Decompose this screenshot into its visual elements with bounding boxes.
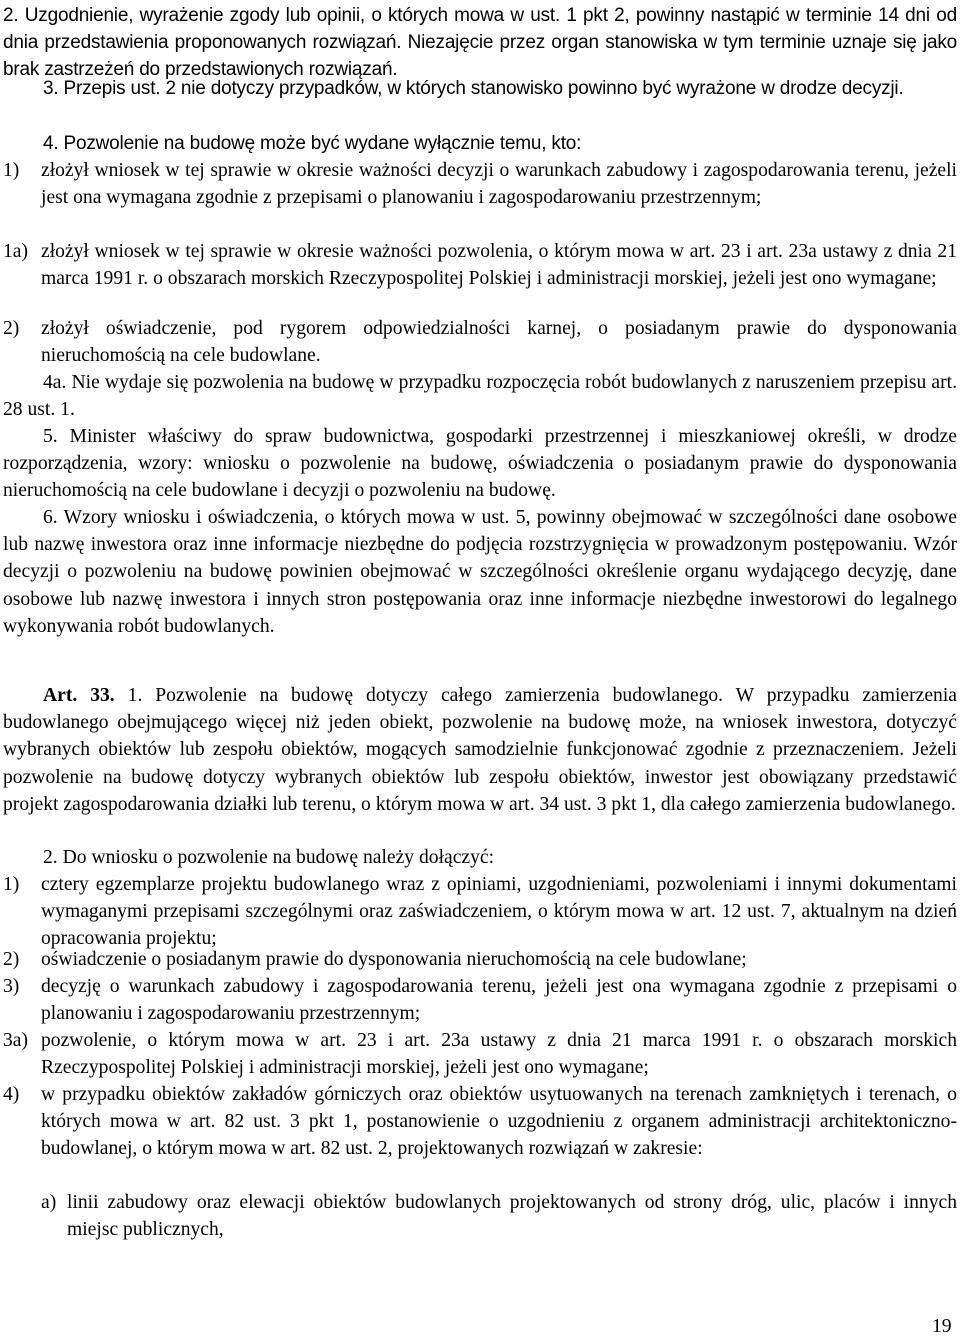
paragraph-4-intro [3, 130, 957, 157]
list-item-33-1 [3, 871, 957, 953]
list-item-number: 1) [3, 160, 20, 181]
paragraph-4a: 4a. Nie wydaje się pozwolenia na budowę w przypadku rozpoczęcia robót budowlanych z naruszeniem przepisu art. 28 ust. 1. [3, 372, 957, 421]
article-33-paragraph-1-text: 1. Pozwolenie na budowę dotyczy całego zamierzenia budowlanego. W przypadku zamierzenia budowlanego obejmującego więcej niż jeden obiekt, pozwolenie na budowę może, na wniosek inwestora, dotyczyć wybranych obiektów lub zespołu obiektów, mogących samodzielnie funkcjonować zgodnie z przeznaczeniem. Jeżeli pozwolenie na budowę dotyczy wybranych obiektów lub zespołu obiektów, inwestor jest obowiązany przedstawić projekt zagospodarowania działki lub terenu, o którym mowa w art. 34 ust. 3 pkt 1, dla całego zamierzenia budowlanego. [3, 685, 957, 815]
list-item-33-2 [3, 946, 957, 973]
article-33-label: Art. 33. [43, 685, 115, 706]
list-item-number: 3a) [3, 1030, 29, 1051]
list-item-text: złożył oświadczenie, pod rygorem odpowiedzialności karnej, o posiadanym prawie do dysponowania nieruchomością na cele budowlane. [41, 318, 957, 367]
list-item-number: 2) [3, 318, 20, 339]
paragraph-4-intro-text: 4. Pozwolenie na budowę może być wydane wyłącznie temu, kto: [43, 133, 582, 154]
list-item-33-3 [3, 973, 957, 1027]
paragraph-5: 5. Minister właściwy do spraw budownictwa, gospodarki przestrzennej i mieszkaniowej określi, w drodze rozporządzenia, wzory: wniosku o pozwolenie na budowę, oświadczenia o posiadanym prawie do dysponowania nieruchomością na cele budowlane i decyzji o pozwoleniu na budowę. [3, 426, 957, 502]
list-item-33-3a [3, 1027, 957, 1081]
list-item-4-1a [3, 238, 957, 292]
list-item-number: 2) [3, 949, 20, 970]
list-item-text: decyzję o warunkach zabudowy i zagospodarowania terenu, jeżeli jest ona wymagana zgodnie z przepisami o planowaniu i zagospodarowaniu przestrzennym; [41, 976, 957, 1025]
list-item-text: złożył wniosek w tej sprawie w okresie ważności decyzji o warunkach zabudowy i zagospodarowania terenu, jeżeli jest ona wymagana zgodnie z przepisami o planowaniu i zagospodarowaniu przestrzennym; [41, 160, 957, 209]
list-item-text: oświadczenie o posiadanym prawie do dysponowania nieruchomością na cele budowlane; [41, 949, 747, 970]
list-subitem-33-4-a [3, 1189, 957, 1243]
page-number: 19 [932, 1316, 952, 1337]
paragraph-3-exception: 3. Przepis ust. 2 nie dotyczy przypadków, w których stanowisko powinno być wyrażone w drodze decyzji. [43, 78, 904, 99]
list-item-text: w przypadku obiektów zakładów górniczych oraz obiektów usytuowanych na terenach zamkniętych i terenach, o których mowa w art. 82 ust. 3 pkt 1, postanowienie o uzgodnieniu z organem administracji architektoniczno-budowlanej, o którym mowa w art. 82 ust. 2, projektowanych rozwiązań w zakresie: [41, 1084, 957, 1160]
list-subitem-text: linii zabudowy oraz elewacji obiektów budowlanych projektowanych od strony dróg, ulic, placów i innych miejsc publicznych, [67, 1192, 957, 1241]
list-item-text: pozwolenie, o którym mowa w art. 23 i art. 23a ustawy z dnia 21 marca 1991 r. o obszarach morskich Rzeczypospolitej Polskiej i administracji morskiej, jeżeli jest ono wymagane; [41, 1030, 957, 1079]
list-item-4-1 [3, 157, 957, 211]
list-item-text: cztery egzemplarze projektu budowlanego wraz z opiniami, uzgodnieniami, pozwoleniami i innymi dokumentami wymaganymi przepisami szczególnymi oraz zaświadczeniem, o którym mowa w art. 12 ust. 7, aktualnym na dzień opracowania projektu; [41, 874, 957, 950]
list-item-number: 1) [3, 874, 20, 895]
paragraph-6: 6. Wzory wniosku i oświadczenia, o których mowa w ust. 5, powinny obejmować w szczególności dane osobowe lub nazwę inwestora oraz inne informacje niezbędne do podjęcia rozstrzygnięcia w prowadzonym postępowaniu. Wzór decyzji o pozwoleniu na budowę powinien obejmować w szczególności określenie organu wydającego decyzję, dane osobowe lub nazwę inwestora i innych stron postępowania oraz inne informacje niezbędne inwestorowi do legalnego wykonywania robót budowlanych. [3, 507, 957, 637]
list-item-number: 3) [3, 976, 20, 997]
list-item-number: 4) [3, 1084, 20, 1105]
article-33-paragraph-1 [3, 682, 957, 818]
article-33-paragraph-2-intro: 2. Do wniosku o pozwolenie na budowę należy dołączyć: [43, 847, 495, 868]
list-item-number: 1a) [3, 241, 29, 262]
paragraph-2-agreement-deadline: 2. Uzgodnienie, wyrażenie zgody lub opinii, o których mowa w ust. 1 pkt 2, powinny nastąpić w terminie 14 dni od dnia przedstawienia proponowanych rozwiązań. Niezajęcie przez organ stanowiska w tym terminie uznaje się jako brak zastrzeżeń do przedstawionych rozwiązań. [3, 5, 957, 81]
list-item-text: złożył wniosek w tej sprawie w okresie ważności pozwolenia, o którym mowa w art. 23 i art. 23a ustawy z dnia 21 marca 1991 r. o obszarach morskich Rzeczypospolitej Polskiej i administracji morskiej, jeżeli jest ono wymagane; [41, 241, 957, 290]
list-item-4-2 [3, 315, 957, 369]
list-item-33-4 [3, 1081, 957, 1163]
list-subitem-letter: a) [41, 1192, 57, 1213]
